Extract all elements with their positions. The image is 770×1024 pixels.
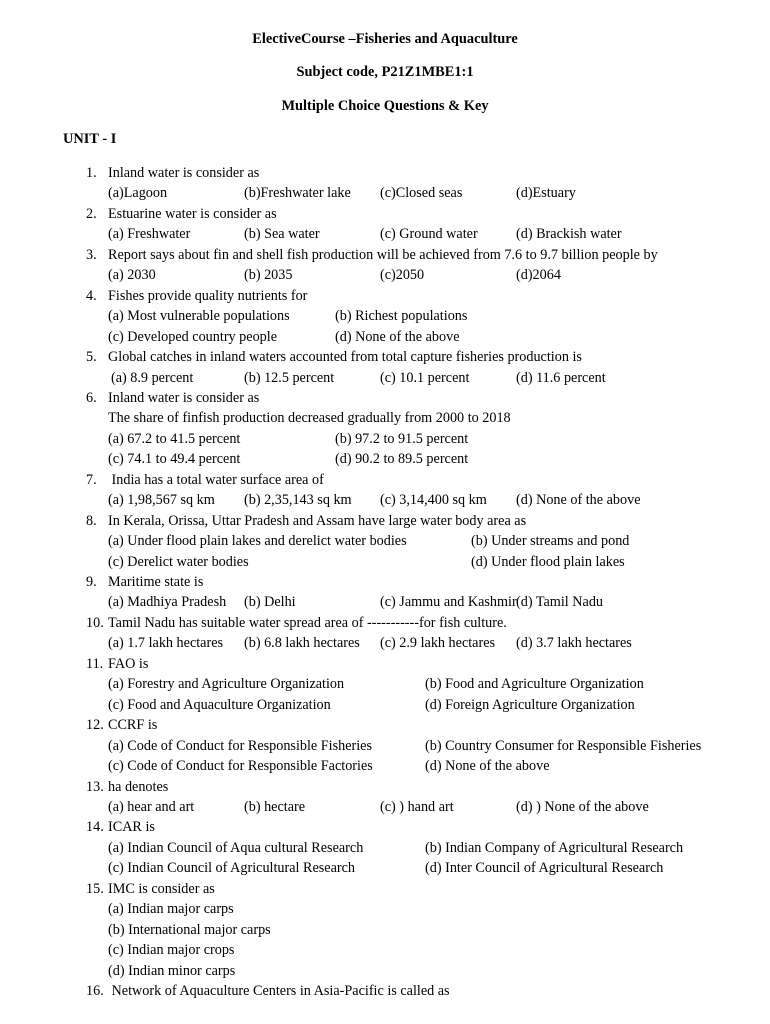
- question-number: 6.: [86, 389, 97, 406]
- question-number: 4.: [86, 287, 97, 304]
- answer-option: (b) Delhi: [244, 594, 296, 611]
- question-15: [86, 881, 215, 898]
- answer-option: (c) Code of Conduct for Responsible Factories: [108, 758, 373, 775]
- answer-option: (c) 10.1 percent: [380, 369, 470, 386]
- question-text: Inland water is consider as: [108, 389, 260, 406]
- question-text: Tamil Nadu has suitable water spread area of -----------for fish culture.: [108, 614, 507, 631]
- question-number: 14.: [86, 819, 104, 836]
- answer-option: (a) Under flood plain lakes and derelict water bodies: [108, 533, 407, 550]
- answer-option: (d) ) None of the above: [516, 798, 649, 815]
- question-7: [86, 472, 324, 489]
- answer-option: (a) 8.9 percent: [111, 369, 194, 386]
- question-8: [86, 513, 526, 530]
- question-text: Fishes provide quality nutrients for: [108, 287, 308, 304]
- answer-option: (d) None of the above: [425, 758, 550, 775]
- question-number: 3.: [86, 246, 97, 263]
- answer-option: (a) hear and art: [108, 798, 195, 815]
- answer-option: (a) Code of Conduct for Responsible Fisheries: [108, 737, 372, 754]
- answer-option: (d) 3.7 lakh hectares: [516, 635, 632, 652]
- question-text: CCRF is: [108, 717, 158, 734]
- answer-option: (d) 90.2 to 89.5 percent: [335, 451, 469, 468]
- answer-option: (b) Food and Agriculture Organization: [425, 676, 644, 693]
- question-5: [86, 349, 582, 366]
- question-number: 16.: [86, 983, 104, 999]
- question-13: [86, 779, 168, 796]
- answer-option: (a) 1,98,567 sq km: [108, 492, 215, 509]
- question-number: 13.: [86, 778, 104, 795]
- question-9: [86, 574, 203, 591]
- question-text: Network of Aquaculture Centers in Asia-Pacific is called as: [108, 983, 450, 999]
- question-number: 5.: [86, 349, 97, 366]
- question-number: 7.: [86, 471, 97, 488]
- answer-option: (c) Jammu and Kashmir: [380, 594, 517, 611]
- answer-option: (d) None of the above: [335, 328, 460, 345]
- question-1: [86, 165, 259, 182]
- question-text: FAO is: [108, 655, 149, 672]
- answer-option: (a) 67.2 to 41.5 percent: [108, 430, 241, 447]
- subject-code: Subject code, P21Z1MBE1:1: [296, 64, 474, 80]
- answer-option: (c) Developed country people: [108, 328, 277, 345]
- question-10: [86, 615, 507, 632]
- answer-option: (a) 1.7 lakh hectares: [108, 635, 224, 652]
- answer-option: (d) Brackish water: [516, 226, 622, 243]
- answer-option: (b) Indian Company of Agricultural Research: [425, 839, 684, 856]
- answer-option: (c)2050: [380, 267, 425, 284]
- question-16: [86, 983, 450, 1000]
- question-number: 12.: [86, 717, 104, 734]
- answer-option: (b) 2,35,143 sq km: [244, 492, 352, 509]
- question-text: IMC is consider as: [108, 880, 215, 897]
- answer-option: (a) Most vulnerable populations: [108, 308, 290, 325]
- question-text: ICAR is: [108, 819, 155, 836]
- question-6: [86, 390, 259, 407]
- answer-option: (b) Sea water: [244, 226, 320, 243]
- question-12: [86, 717, 157, 734]
- answer-option: (d) Under flood plain lakes: [471, 553, 625, 570]
- question-3: [86, 247, 658, 264]
- answer-option: (c) Indian Council of Agricultural Research: [108, 860, 356, 877]
- question-text: Report says about fin and shell fish production will be achieved from 7.6 to 9.7 billion people by: [108, 246, 658, 263]
- document-title: ElectiveCourse –Fisheries and Aquaculture: [252, 31, 518, 47]
- answer-option: (c) Indian major crops: [108, 942, 235, 959]
- question-text: Global catches in inland waters accounted from total capture fisheries production is: [108, 349, 582, 366]
- answer-option: (c)Closed seas: [380, 185, 463, 202]
- question-number: 15.: [86, 880, 104, 897]
- answer-option: (b) 97.2 to 91.5 percent: [335, 430, 469, 447]
- answer-option: (d)Estuary: [516, 185, 576, 202]
- unit-heading: UNIT - I: [63, 131, 117, 147]
- answer-option: (a) Madhiya Pradesh: [108, 594, 227, 611]
- question-number: 8.: [86, 512, 97, 529]
- answer-option: (b) Richest populations: [335, 308, 468, 325]
- answer-option: (c) 74.1 to 49.4 percent: [108, 451, 241, 468]
- answer-option: (b) hectare: [244, 798, 306, 815]
- question-text: ha denotes: [108, 778, 169, 795]
- answer-option: (b) 6.8 lakh hectares: [244, 635, 360, 652]
- answer-option: (a)Lagoon: [108, 185, 168, 202]
- question-text: Inland water is consider as: [108, 165, 260, 181]
- answer-option: (d) Tamil Nadu: [516, 594, 604, 611]
- question-number: 9.: [86, 574, 97, 590]
- answer-option: (b) Country Consumer for Responsible Fisheries: [425, 737, 702, 754]
- answer-option: (c) 2.9 lakh hectares: [380, 635, 496, 652]
- question-extra-text: The share of finfish production decreased gradually from 2000 to 2018: [108, 410, 511, 427]
- answer-option: (a) Indian major carps: [108, 901, 234, 918]
- question-2: [86, 206, 277, 223]
- answer-option: (d) Foreign Agriculture Organization: [425, 696, 635, 713]
- answer-option: (a) Freshwater: [108, 226, 191, 243]
- question-number: 1.: [86, 165, 97, 181]
- document-subtitle: Multiple Choice Questions & Key: [281, 98, 489, 114]
- answer-option: (c) Ground water: [380, 226, 478, 243]
- answer-option: (d) None of the above: [516, 492, 641, 509]
- question-text: Maritime state is: [108, 574, 204, 590]
- question-text: In Kerala, Orissa, Uttar Pradesh and Assam have large water body area as: [108, 512, 527, 529]
- question-text: India has a total water surface area of: [108, 471, 324, 488]
- answer-option: (d) 11.6 percent: [516, 369, 606, 386]
- answer-option: (c) Derelict water bodies: [108, 553, 249, 570]
- answer-option: (c) Food and Aquaculture Organization: [108, 696, 331, 713]
- question-14: [86, 819, 155, 836]
- answer-option: (b) 12.5 percent: [244, 369, 335, 386]
- answer-option: (c) ) hand art: [380, 798, 454, 815]
- answer-option: (d)2064: [516, 267, 561, 284]
- answer-option: (a) Forestry and Agriculture Organization: [108, 676, 345, 693]
- answer-option: (b) Under streams and pond: [471, 533, 630, 550]
- answer-option: (d) Indian minor carps: [108, 962, 236, 979]
- answer-option: (d) Inter Council of Agricultural Research: [425, 860, 664, 877]
- question-number: 2.: [86, 205, 97, 222]
- answer-option: (b) International major carps: [108, 921, 271, 938]
- answer-option: (a) Indian Council of Aqua cultural Research: [108, 839, 364, 856]
- question-4: [86, 288, 307, 305]
- answer-option: (b) 2035: [244, 267, 293, 284]
- question-number: 11.: [86, 655, 104, 672]
- question-11: [86, 656, 148, 673]
- answer-option: (b)Freshwater lake: [244, 185, 351, 202]
- answer-option: (a) 2030: [108, 267, 156, 284]
- question-text: Estuarine water is consider as: [108, 205, 277, 222]
- answer-option: (c) 3,14,400 sq km: [380, 492, 487, 509]
- question-number: 10.: [86, 614, 104, 631]
